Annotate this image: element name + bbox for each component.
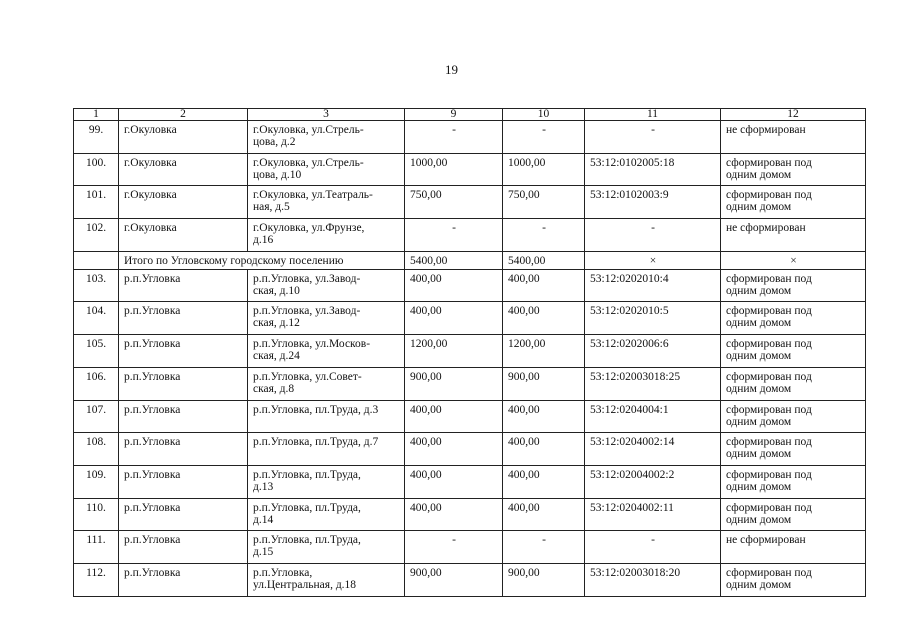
locality-cell: р.п.Угловка [119,335,248,368]
status-cell: не сформирован [721,219,866,252]
row-number-cell: 112. [74,563,119,596]
address-cell: р.п.Угловка, ул.Центральная, д.18 [248,563,405,596]
area-cell: 400,00 [405,465,503,498]
status-cell: сформирован под одним домом [721,563,866,596]
address-cell: р.п.Угловка, ул.Завод- ская, д.10 [248,269,405,302]
area-established-cell: - [503,121,585,154]
locality-cell: г.Окуловка [119,153,248,186]
address-cell: р.п.Угловка, пл.Труда, д.14 [248,498,405,531]
address-cell: г.Окуловка, ул.Стрель- цова, д.2 [248,121,405,154]
cadastral-number-cell: 53:12:0202010:5 [585,302,721,335]
area-cell: 900,00 [405,563,503,596]
page-number: 19 [445,62,458,77]
table-row [74,433,866,466]
area-cell: 400,00 [405,433,503,466]
locality-cell: р.п.Угловка [119,302,248,335]
area-cell: 1200,00 [405,335,503,368]
area-established-cell: 1200,00 [503,335,585,368]
locality-cell: р.п.Угловка [119,498,248,531]
header-col-2: 2 [119,109,248,121]
area-cell: 900,00 [405,367,503,400]
header-row [74,109,866,121]
status-cell: сформирован под одним домом [721,153,866,186]
area-established-cell: 400,00 [503,269,585,302]
table-row [74,563,866,596]
area-established-cell: 400,00 [503,498,585,531]
status-cell: сформирован под одним домом [721,335,866,368]
row-number-cell: 101. [74,186,119,219]
area-established-cell: 400,00 [503,400,585,433]
row-number-cell: 111. [74,531,119,564]
cadastral-number-cell: 53:12:0202006:6 [585,335,721,368]
area-established-cell: 900,00 [503,563,585,596]
area-established-cell: 400,00 [503,465,585,498]
address-cell: р.п.Угловка, ул.Совет- ская, д.8 [248,367,405,400]
status-cell: не сформирован [721,531,866,564]
cadastral-number-cell: 53:12:0102003:9 [585,186,721,219]
cadastral-number-cell: 53:12:0204002:14 [585,433,721,466]
address-cell: р.п.Угловка, пл.Труда, д.3 [248,400,405,433]
area-cell: 400,00 [405,498,503,531]
locality-cell: р.п.Угловка [119,531,248,564]
address-cell: р.п.Угловка, пл.Труда, д.13 [248,465,405,498]
address-cell: р.п.Угловка, пл.Труда, д.7 [248,433,405,466]
area-cell: - [405,121,503,154]
table-row [74,465,866,498]
area-cell: 1000,00 [405,153,503,186]
area-cell: 400,00 [405,302,503,335]
area-established-cell: 750,00 [503,186,585,219]
header-col-1: 1 [74,109,119,121]
cadastral-number-cell: - [585,531,721,564]
row-number-cell: 106. [74,367,119,400]
table-row [74,367,866,400]
address-cell: г.Окуловка, ул.Стрель- цова, д.10 [248,153,405,186]
status-cell: сформирован под одним домом [721,433,866,466]
row-number-cell: 109. [74,465,119,498]
cadastral-number-cell: 53:12:0202010:4 [585,269,721,302]
row-number-cell: 100. [74,153,119,186]
locality-cell: р.п.Угловка [119,433,248,466]
cadastral-number-cell: 53:12:02003018:25 [585,367,721,400]
land-plots-table [73,108,866,597]
table-body [74,121,866,597]
cadastral-number-cell: 53:12:0204004:1 [585,400,721,433]
address-cell: р.п.Угловка, ул.Завод- ская, д.12 [248,302,405,335]
header-col-3: 3 [248,109,405,121]
address-cell: г.Окуловка, ул.Театраль- ная, д.5 [248,186,405,219]
area-established-cell: 400,00 [503,433,585,466]
area-cell: - [405,531,503,564]
locality-cell: р.п.Угловка [119,465,248,498]
status-cell: не сформирован [721,121,866,154]
area-established-cell: 900,00 [503,367,585,400]
locality-cell: р.п.Угловка [119,400,248,433]
table-row [74,121,866,154]
locality-cell: р.п.Угловка [119,269,248,302]
area-established-cell: 5400,00 [503,251,585,269]
status-cell: сформирован под одним домом [721,302,866,335]
row-number-cell: 105. [74,335,119,368]
locality-cell: г.Окуловка [119,121,248,154]
cadastral-number-cell: 53:12:0204002:11 [585,498,721,531]
area-cell: 750,00 [405,186,503,219]
area-established-cell: - [503,531,585,564]
locality-cell: г.Окуловка [119,219,248,252]
row-number-cell: 108. [74,433,119,466]
row-number-cell: 103. [74,269,119,302]
area-cell: 5400,00 [405,251,503,269]
header-col-9: 9 [405,109,503,121]
row-number-cell [74,251,119,269]
cadastral-number-cell: 53:12:02004002:2 [585,465,721,498]
table-row [74,302,866,335]
area-established-cell: - [503,219,585,252]
status-cell: сформирован под одним домом [721,498,866,531]
row-number-cell: 107. [74,400,119,433]
address-cell: р.п.Угловка, пл.Труда, д.15 [248,531,405,564]
table-row [74,335,866,368]
status-cell: сформирован под одним домом [721,400,866,433]
table-row [74,498,866,531]
table-row [74,531,866,564]
row-number-cell: 102. [74,219,119,252]
status-cell: сформирован под одним домом [721,186,866,219]
row-number-cell: 99. [74,121,119,154]
cadastral-number-cell: 53:12:0102005:18 [585,153,721,186]
row-number-cell: 104. [74,302,119,335]
table-row [74,400,866,433]
table-row [74,186,866,219]
cadastral-number-cell: - [585,219,721,252]
table-header [74,109,866,121]
status-cell: сформирован под одним домом [721,269,866,302]
locality-cell: г.Окуловка [119,186,248,219]
table-row [74,269,866,302]
summary-row [74,251,866,269]
locality-cell: р.п.Угловка [119,367,248,400]
area-cell: - [405,219,503,252]
header-col-11: 11 [585,109,721,121]
status-cell: × [721,251,866,269]
row-number-cell: 110. [74,498,119,531]
table-row [74,153,866,186]
status-cell: сформирован под одним домом [721,465,866,498]
table-row [74,219,866,252]
area-established-cell: 400,00 [503,302,585,335]
header-col-10: 10 [503,109,585,121]
cadastral-number-cell: - [585,121,721,154]
locality-cell: р.п.Угловка [119,563,248,596]
header-col-12: 12 [721,109,866,121]
cadastral-number-cell: × [585,251,721,269]
area-cell: 400,00 [405,269,503,302]
area-cell: 400,00 [405,400,503,433]
cadastral-number-cell: 53:12:02003018:20 [585,563,721,596]
area-established-cell: 1000,00 [503,153,585,186]
address-cell: р.п.Угловка, ул.Москов- ская, д.24 [248,335,405,368]
address-cell: г.Окуловка, ул.Фрунзе, д.16 [248,219,405,252]
summary-label: Итого по Угловскому городскому поселению [119,251,405,269]
status-cell: сформирован под одним домом [721,367,866,400]
